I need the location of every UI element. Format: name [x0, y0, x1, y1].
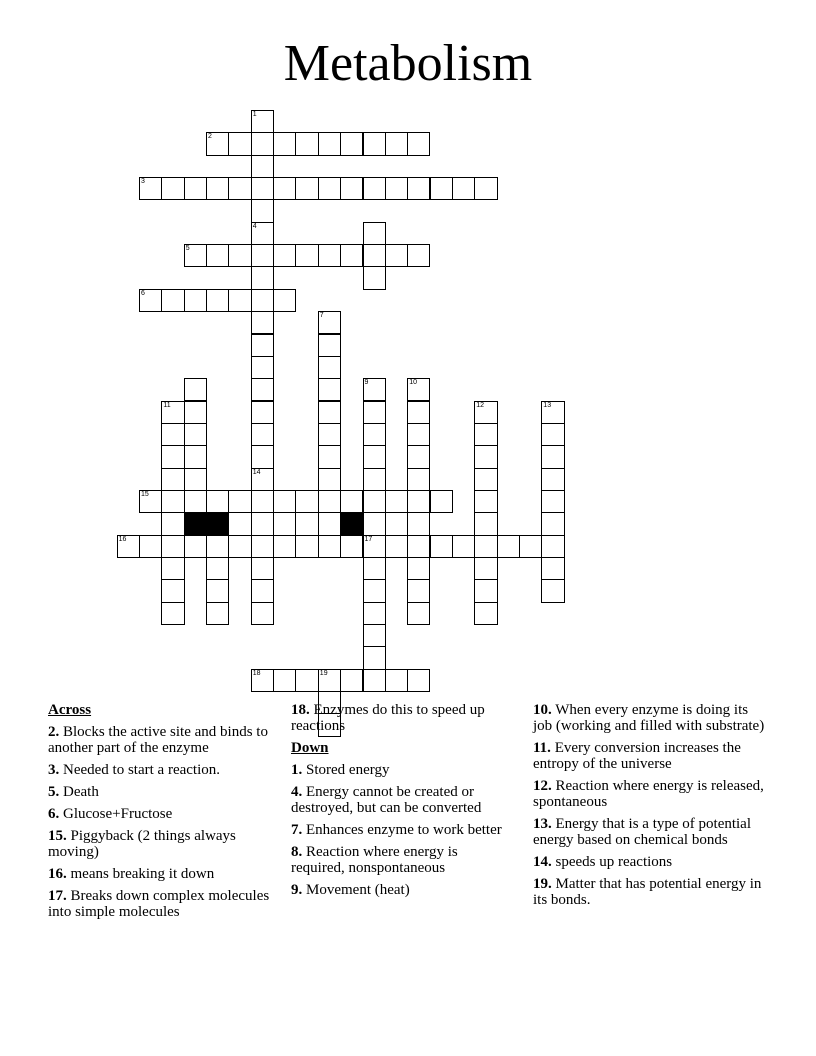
- clue-text: Blocks the active site and binds to another part of the enzyme: [48, 724, 268, 756]
- grid-cell[interactable]: [340, 535, 363, 558]
- grid-cell[interactable]: [184, 423, 207, 446]
- clues-column-1: [48, 702, 280, 926]
- grid-cell[interactable]: [385, 490, 408, 513]
- clue-item: [533, 740, 765, 772]
- clue-item: [533, 816, 765, 848]
- grid-cell[interactable]: [161, 468, 184, 491]
- grid-cell[interactable]: [318, 132, 341, 155]
- grid-cell[interactable]: [184, 490, 207, 513]
- grid-cell[interactable]: [541, 401, 564, 424]
- clue-item: [48, 888, 280, 920]
- grid-cell[interactable]: [474, 557, 497, 580]
- clue-number: 8.: [291, 844, 303, 860]
- grid-cell[interactable]: [474, 602, 497, 625]
- grid-cell[interactable]: [184, 468, 207, 491]
- grid-cell[interactable]: [251, 132, 274, 155]
- grid-cell[interactable]: [541, 535, 564, 558]
- clue-item: [48, 828, 280, 860]
- grid-cell[interactable]: [363, 378, 386, 401]
- grid-cell[interactable]: [295, 535, 318, 558]
- grid-cell[interactable]: [430, 177, 453, 200]
- clue-text: means breaking it down: [66, 866, 215, 882]
- grid-cell[interactable]: [407, 132, 430, 155]
- clue-item: [533, 854, 765, 870]
- grid-cell[interactable]: [318, 356, 341, 379]
- clue-text: Needed to start a reaction.: [59, 762, 221, 778]
- grid-cell[interactable]: [273, 512, 296, 535]
- grid-cell[interactable]: [541, 557, 564, 580]
- clue-item: [48, 762, 280, 778]
- clue-number: 2: [208, 133, 212, 141]
- grid-cell[interactable]: [251, 602, 274, 625]
- grid-cell[interactable]: [474, 445, 497, 468]
- grid-cell[interactable]: [161, 445, 184, 468]
- clue-number: 2.: [48, 724, 60, 740]
- grid-cell[interactable]: [161, 557, 184, 580]
- grid-cell[interactable]: [139, 177, 162, 200]
- clue-number: 5: [185, 245, 190, 253]
- clue-item: [48, 806, 280, 822]
- grid-cell[interactable]: [251, 579, 274, 602]
- grid-cell[interactable]: [340, 132, 363, 155]
- grid-cell[interactable]: [273, 669, 296, 692]
- clue-number: 1: [252, 111, 257, 118]
- clue-item: [291, 762, 513, 778]
- clue-text: Reaction where energy is released, spontaneous: [533, 778, 764, 810]
- grid-cell[interactable]: [206, 557, 229, 580]
- grid-cell[interactable]: [363, 244, 386, 267]
- grid-cell[interactable]: [228, 132, 251, 155]
- grid-cell[interactable]: [385, 132, 408, 155]
- grid-cell[interactable]: [273, 177, 296, 200]
- grid-cell[interactable]: [407, 490, 430, 513]
- grid-cell[interactable]: [363, 468, 386, 491]
- grid-cell[interactable]: [295, 132, 318, 155]
- grid-cell[interactable]: [452, 177, 475, 200]
- clue-text: Glucose+Fructose: [59, 806, 173, 822]
- grid-cell[interactable]: [407, 602, 430, 625]
- clue-number: 4.: [291, 784, 303, 800]
- grid-cell[interactable]: [251, 490, 274, 513]
- grid-cell[interactable]: [161, 490, 184, 513]
- grid-cell[interactable]: [295, 244, 318, 267]
- grid-cell[interactable]: [184, 289, 207, 312]
- clue-number: 11.: [533, 740, 551, 756]
- clue-item: [291, 702, 513, 734]
- clue-text: Enzymes do this to speed up reactions: [291, 702, 485, 734]
- grid-cell[interactable]: [228, 490, 251, 513]
- clue-number: 6: [141, 289, 145, 297]
- page-title: Metabolism: [283, 35, 533, 92]
- grid-cell[interactable]: [340, 669, 363, 692]
- grid-cell[interactable]: [318, 378, 341, 401]
- grid-cell[interactable]: [385, 244, 408, 267]
- grid-cell[interactable]: [363, 132, 386, 155]
- grid-cell[interactable]: [474, 401, 497, 424]
- grid-cell[interactable]: [251, 289, 274, 312]
- clue-text: speeds up reactions: [551, 854, 673, 870]
- grid-cell[interactable]: [273, 289, 296, 312]
- clue-item: [533, 876, 765, 908]
- grid-cell[interactable]: [452, 535, 475, 558]
- grid-cell[interactable]: [295, 512, 318, 535]
- grid-cell[interactable]: [541, 512, 564, 535]
- grid-cell[interactable]: [161, 423, 184, 446]
- grid-cell[interactable]: [407, 512, 430, 535]
- clue-text: Breaks down complex molecules into simple molecules: [48, 888, 270, 920]
- grid-cell[interactable]: [161, 535, 184, 558]
- clue-text: Movement (heat): [302, 882, 410, 898]
- clue-text: Matter that has potential energy in its bonds.: [533, 876, 762, 908]
- clue-text: Reaction where energy is required, nonspontaneous: [291, 844, 458, 876]
- grid-cell[interactable]: [206, 177, 229, 200]
- grid-cell[interactable]: [407, 579, 430, 602]
- grid-cell[interactable]: [295, 177, 318, 200]
- clue-number: 12: [476, 401, 485, 409]
- across-heading: Across: [48, 702, 92, 718]
- grid-cell[interactable]: [206, 132, 229, 155]
- grid-cell[interactable]: [295, 669, 318, 692]
- clue-text: Energy that is a type of potential energy based on chemical bonds: [533, 816, 752, 848]
- grid-cell[interactable]: [363, 579, 386, 602]
- grid-cell[interactable]: [228, 289, 251, 312]
- clue-number: 15.: [48, 828, 67, 844]
- grid-block: [340, 512, 363, 535]
- grid-cell[interactable]: [363, 423, 386, 446]
- grid-cell[interactable]: [407, 669, 430, 692]
- clue-number: 10.: [533, 702, 552, 718]
- grid-cell[interactable]: [407, 378, 430, 401]
- grid-cell[interactable]: [184, 177, 207, 200]
- grid-cell[interactable]: [363, 266, 386, 289]
- grid-cell[interactable]: [273, 244, 296, 267]
- grid-cell[interactable]: [273, 490, 296, 513]
- grid-cell[interactable]: [161, 512, 184, 535]
- clue-number: 19.: [533, 876, 552, 892]
- clue-text: Enhances enzyme to work better: [302, 822, 502, 838]
- grid-cell[interactable]: [363, 177, 386, 200]
- grid-cell[interactable]: [273, 132, 296, 155]
- clue-number: 19: [319, 669, 328, 677]
- grid-cell[interactable]: [363, 669, 386, 692]
- grid-cell[interactable]: [363, 222, 386, 245]
- clue-item: [48, 724, 280, 756]
- clue-number: 18.: [291, 702, 310, 718]
- grid-cell[interactable]: [184, 445, 207, 468]
- grid-cell[interactable]: [184, 244, 207, 267]
- grid-cell[interactable]: [430, 490, 453, 513]
- clue-item: [533, 702, 765, 734]
- grid-cell[interactable]: [251, 110, 274, 133]
- grid-cell[interactable]: [474, 579, 497, 602]
- grid-cell[interactable]: [318, 334, 341, 357]
- clue-number: 17.: [48, 888, 67, 904]
- clue-item: [291, 844, 513, 876]
- clue-number: 16.: [48, 866, 67, 882]
- clue-item: [48, 784, 280, 800]
- grid-cell[interactable]: [318, 401, 341, 424]
- grid-cell[interactable]: [430, 535, 453, 558]
- clue-number: 11: [163, 401, 171, 409]
- grid-cell[interactable]: [251, 401, 274, 424]
- grid-cell[interactable]: [474, 512, 497, 535]
- grid-cell[interactable]: [184, 378, 207, 401]
- clue-item: [533, 778, 765, 810]
- grid-cell[interactable]: [206, 244, 229, 267]
- grid-cell[interactable]: [139, 490, 162, 513]
- grid-cell[interactable]: [407, 244, 430, 267]
- grid-block: [206, 512, 229, 535]
- grid-cell[interactable]: [251, 468, 274, 491]
- grid-cell[interactable]: [318, 423, 341, 446]
- clue-number: 15: [141, 490, 149, 498]
- clue-number: 14.: [533, 854, 552, 870]
- grid-cell[interactable]: [385, 535, 408, 558]
- grid-cell[interactable]: [318, 445, 341, 468]
- grid-cell[interactable]: [206, 490, 229, 513]
- grid-cell[interactable]: [251, 557, 274, 580]
- grid-cell[interactable]: [474, 177, 497, 200]
- clue-text: Stored energy: [302, 762, 390, 778]
- grid-block: [184, 512, 207, 535]
- clue-item: [291, 822, 513, 838]
- grid-cell[interactable]: [318, 468, 341, 491]
- grid-cell[interactable]: [340, 177, 363, 200]
- grid-cell[interactable]: [273, 535, 296, 558]
- clue-text: Death: [59, 784, 99, 800]
- grid-cell[interactable]: [139, 535, 162, 558]
- grid-cell[interactable]: [251, 222, 274, 245]
- grid-cell[interactable]: [519, 535, 542, 558]
- grid-cell[interactable]: [340, 490, 363, 513]
- grid-cell[interactable]: [407, 468, 430, 491]
- grid-cell[interactable]: [363, 602, 386, 625]
- grid-cell[interactable]: [161, 579, 184, 602]
- grid-cell[interactable]: [407, 535, 430, 558]
- clue-number: 1.: [291, 762, 303, 778]
- grid-cell[interactable]: [541, 490, 564, 513]
- grid-cell[interactable]: [318, 177, 341, 200]
- grid-cell[interactable]: [474, 535, 497, 558]
- grid-cell[interactable]: [541, 423, 564, 446]
- grid-cell[interactable]: [251, 311, 274, 334]
- grid-cell[interactable]: [363, 401, 386, 424]
- grid-cell[interactable]: [318, 535, 341, 558]
- clue-number: 7.: [291, 822, 303, 838]
- clue-number: 10: [409, 379, 417, 387]
- grid-cell[interactable]: [363, 535, 386, 558]
- clue-item: [48, 866, 280, 882]
- clue-number: 17: [364, 535, 373, 543]
- grid-cell[interactable]: [318, 311, 341, 334]
- clue-number: 13: [543, 401, 552, 409]
- grid-cell[interactable]: [363, 557, 386, 580]
- grid-cell[interactable]: [474, 468, 497, 491]
- grid-cell[interactable]: [228, 512, 251, 535]
- grid-cell[interactable]: [385, 669, 408, 692]
- grid-cell[interactable]: [363, 512, 386, 535]
- clue-number: 6.: [48, 806, 60, 822]
- grid-cell[interactable]: [206, 289, 229, 312]
- grid-cell[interactable]: [407, 445, 430, 468]
- grid-cell[interactable]: [251, 177, 274, 200]
- grid-cell[interactable]: [184, 535, 207, 558]
- grid-cell[interactable]: [363, 624, 386, 647]
- grid-cell[interactable]: [251, 512, 274, 535]
- grid-cell[interactable]: [161, 401, 184, 424]
- grid-cell[interactable]: [161, 289, 184, 312]
- grid-cell[interactable]: [497, 535, 520, 558]
- clue-number: 5.: [48, 784, 60, 800]
- grid-cell[interactable]: [206, 602, 229, 625]
- clues-column-3: [533, 702, 765, 914]
- grid-cell[interactable]: [363, 490, 386, 513]
- clue-number: 12.: [533, 778, 552, 794]
- clue-number: 18: [252, 669, 261, 677]
- clue-text: Every conversion increases the entropy of the universe: [533, 740, 741, 772]
- grid-cell[interactable]: [407, 401, 430, 424]
- grid-cell[interactable]: [251, 266, 274, 289]
- clue-number: 16: [118, 535, 127, 543]
- grid-cell[interactable]: [318, 244, 341, 267]
- grid-cell[interactable]: [407, 557, 430, 580]
- grid-cell[interactable]: [251, 199, 274, 222]
- grid-cell[interactable]: [318, 490, 341, 513]
- grid-cell[interactable]: [251, 334, 274, 357]
- clue-number: 13.: [533, 816, 552, 832]
- grid-cell[interactable]: [318, 669, 341, 692]
- grid-cell[interactable]: [541, 579, 564, 602]
- clue-text: When every enzyme is doing its job (working and filled with substrate): [533, 702, 765, 734]
- grid-cell[interactable]: [340, 244, 363, 267]
- grid-cell[interactable]: [251, 155, 274, 178]
- grid-cell[interactable]: [251, 535, 274, 558]
- grid-cell[interactable]: [206, 579, 229, 602]
- clue-text: Energy cannot be created or destroyed, but can be converted: [291, 784, 482, 816]
- clue-number: 3.: [48, 762, 60, 778]
- clue-number: 4: [252, 222, 257, 230]
- grid-cell[interactable]: [161, 177, 184, 200]
- down-heading: Down: [291, 740, 329, 756]
- grid-cell[interactable]: [251, 445, 274, 468]
- grid-cell[interactable]: [228, 177, 251, 200]
- grid-cell[interactable]: [251, 378, 274, 401]
- clue-number: 3: [141, 178, 145, 186]
- grid-cell[interactable]: [363, 646, 386, 669]
- grid-cell[interactable]: [184, 401, 207, 424]
- grid-cell[interactable]: [251, 423, 274, 446]
- grid-cell[interactable]: [474, 490, 497, 513]
- grid-cell[interactable]: [541, 445, 564, 468]
- clue-text: Piggyback (2 things always moving): [48, 828, 236, 860]
- grid-cell[interactable]: [228, 535, 251, 558]
- grid-cell[interactable]: [541, 468, 564, 491]
- grid-cell[interactable]: [251, 244, 274, 267]
- clues-column-2: [291, 702, 513, 904]
- clue-number: 14: [252, 468, 261, 476]
- clue-item: [291, 882, 513, 898]
- grid-cell[interactable]: [206, 535, 229, 558]
- grid-cell[interactable]: [407, 423, 430, 446]
- clue-number: 9.: [291, 882, 303, 898]
- grid-cell[interactable]: [295, 490, 318, 513]
- grid-cell[interactable]: [117, 535, 140, 558]
- grid-cell[interactable]: [161, 602, 184, 625]
- grid-cell[interactable]: [385, 177, 408, 200]
- grid-cell[interactable]: [385, 512, 408, 535]
- grid-cell[interactable]: [363, 445, 386, 468]
- grid-cell[interactable]: [474, 423, 497, 446]
- clue-number: 9: [364, 379, 369, 387]
- grid-cell[interactable]: [139, 289, 162, 312]
- grid-cell[interactable]: [228, 244, 251, 267]
- grid-cell[interactable]: [251, 669, 274, 692]
- clue-item: [291, 784, 513, 816]
- grid-cell[interactable]: [407, 177, 430, 200]
- grid-cell[interactable]: [251, 356, 274, 379]
- clue-number: 7: [319, 312, 324, 320]
